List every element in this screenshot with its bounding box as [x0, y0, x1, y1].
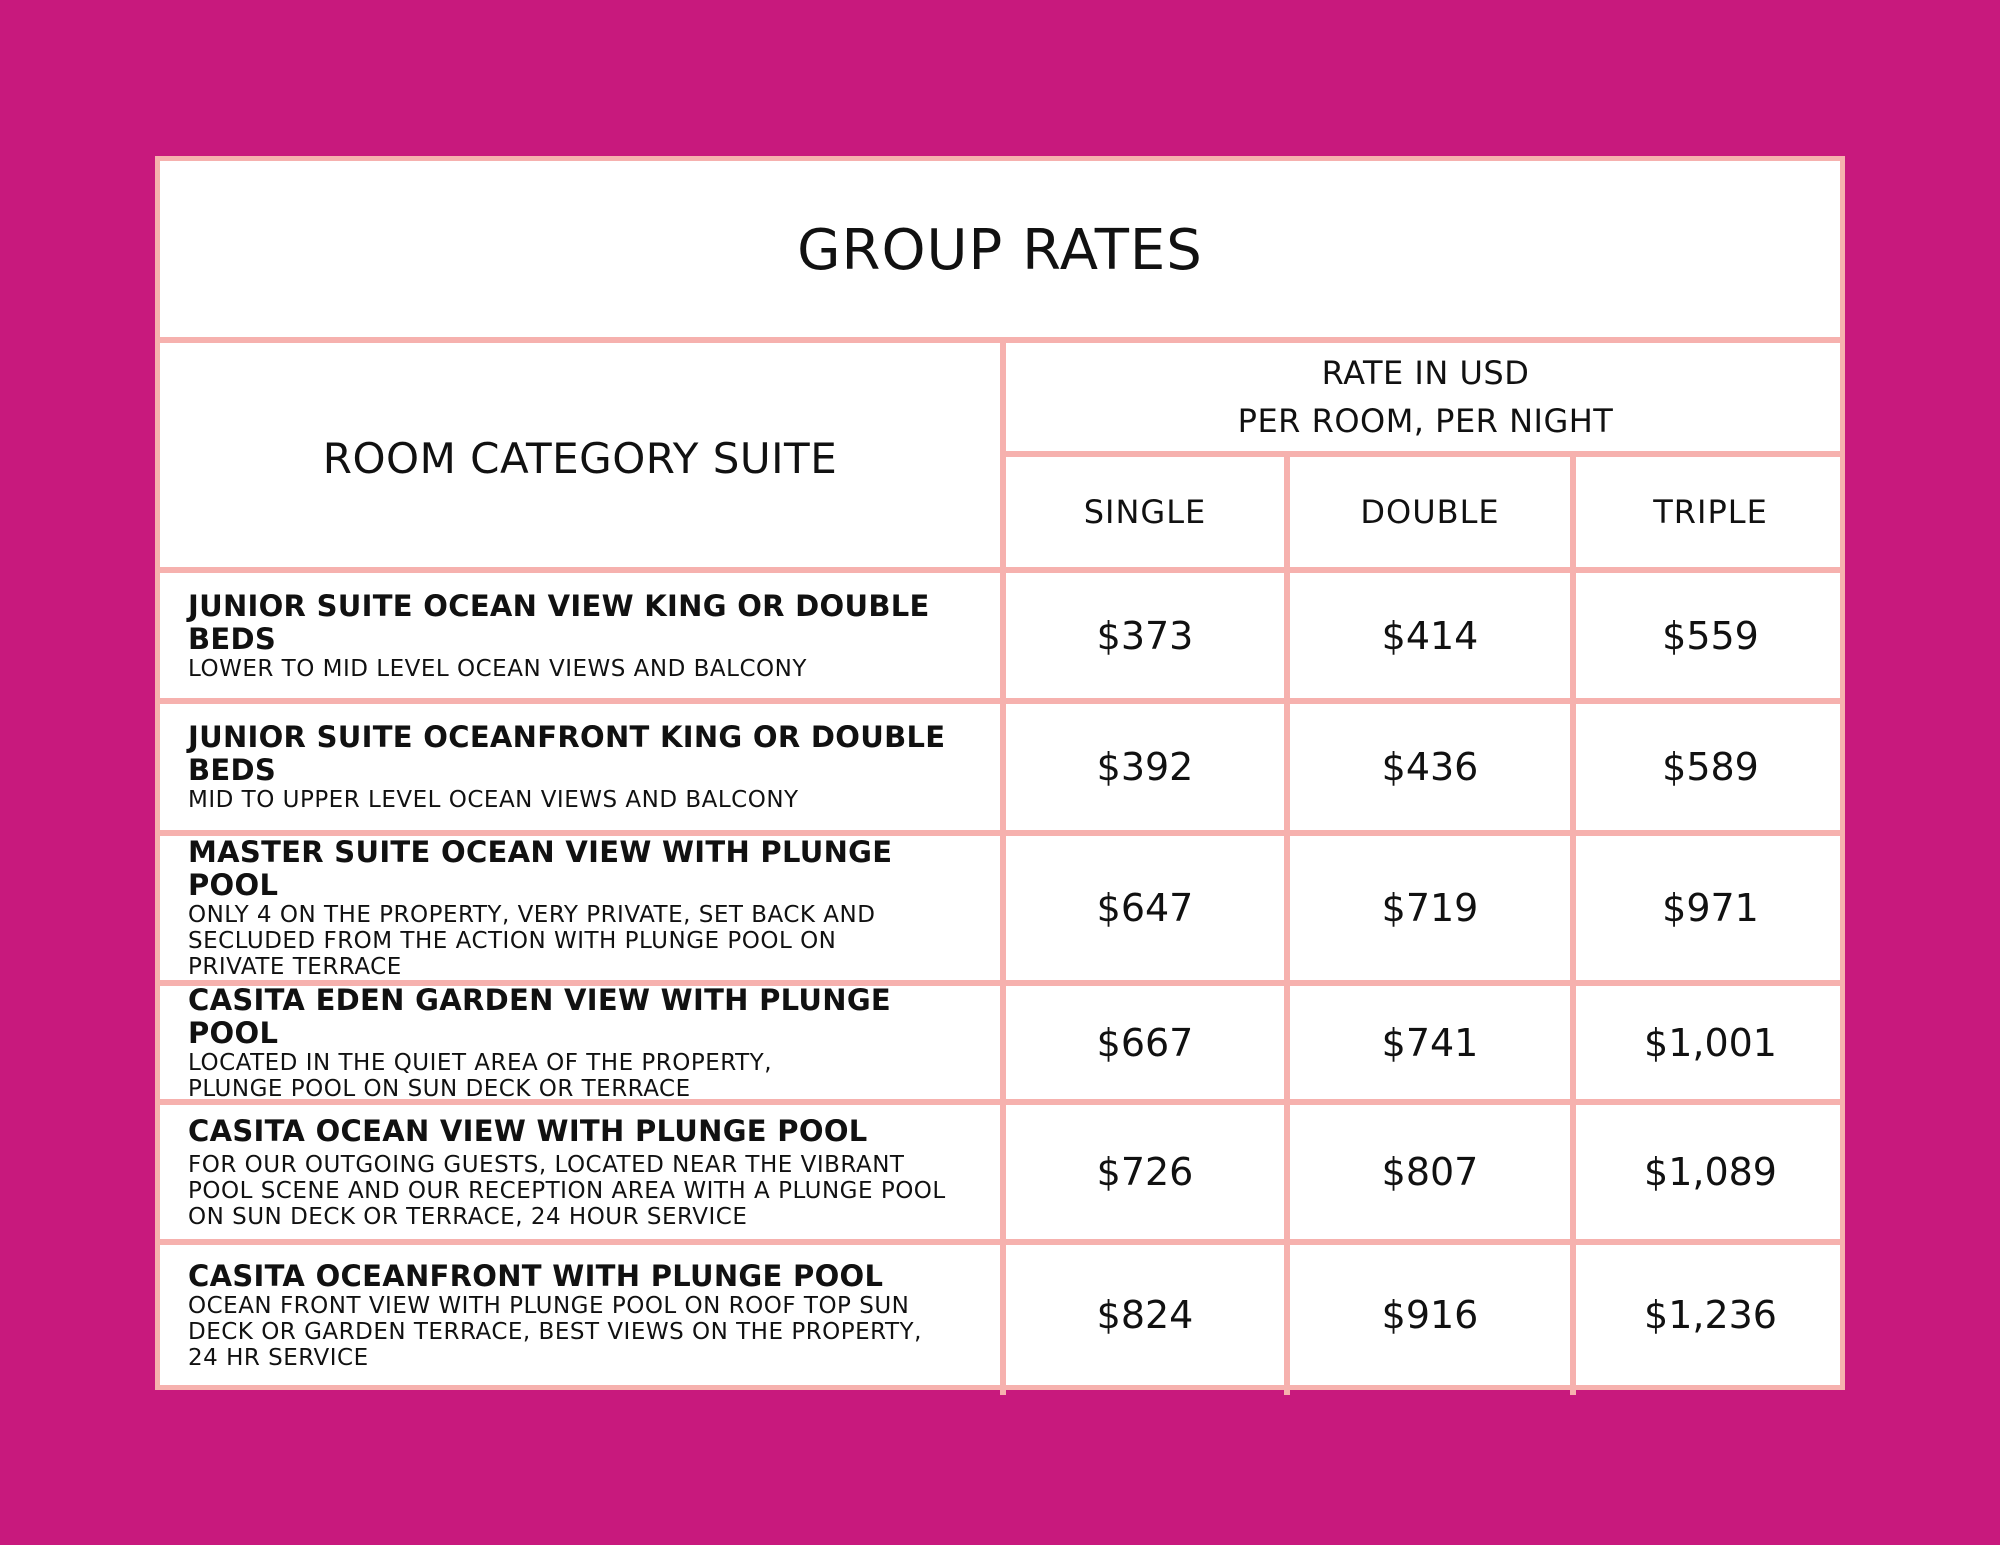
price-triple: $1,089: [1644, 1150, 1777, 1194]
rate-header-line2: PER ROOM, PER NIGHT: [1237, 402, 1614, 440]
price-single: $392: [1096, 745, 1194, 789]
room-name: JUNIOR SUITE OCEANFRONT KING OR DOUBLE BEDS: [188, 720, 946, 787]
price-triple: $559: [1662, 613, 1759, 658]
room-description: ONLY 4 ON THE PROPERTY, VERY PRIVATE, SET BACK AND: [188, 902, 876, 928]
room-name: CASITA OCEANFRONT WITH PLUNGE POOL: [188, 1258, 884, 1293]
room-description: SECLUDED FROM THE ACTION WITH PLUNGE POOL ON: [188, 928, 837, 954]
room-cell: [188, 982, 988, 1102]
price-triple: $1,236: [1644, 1293, 1777, 1337]
price-single: $647: [1096, 886, 1194, 930]
column-header-single: SINGLE: [1083, 493, 1207, 531]
price-double: $807: [1381, 1150, 1479, 1194]
price-triple: $1,001: [1644, 1020, 1777, 1065]
column-header-double: DOUBLE: [1360, 493, 1500, 531]
room-name: CASITA OCEAN VIEW WITH PLUNGE POOL: [188, 1113, 868, 1148]
price-double: $719: [1381, 886, 1479, 930]
price-single: $373: [1096, 613, 1194, 658]
room-description: MID TO UPPER LEVEL OCEAN VIEWS AND BALCONY: [188, 787, 799, 813]
price-single: $726: [1096, 1150, 1194, 1194]
column-header-triple: TRIPLE: [1653, 493, 1768, 531]
room-name: MASTER SUITE OCEAN VIEW WITH PLUNGE POOL: [188, 835, 893, 902]
group-rates-card: [155, 156, 1845, 1390]
room-cell: [188, 1245, 988, 1385]
room-description: POOL SCENE AND OUR RECEPTION AREA WITH A PLUNGE POOL: [188, 1177, 946, 1204]
room-cell: [188, 573, 988, 698]
price-double: $916: [1381, 1293, 1479, 1337]
room-description: DECK OR GARDEN TERRACE, BEST VIEWS ON THE PROPERTY,: [188, 1318, 922, 1345]
room-description: 24 HR SERVICE: [188, 1344, 369, 1371]
room-description: ON SUN DECK OR TERRACE, 24 HOUR SERVICE: [188, 1203, 748, 1230]
room-cell: [188, 836, 988, 980]
price-double: $436: [1381, 745, 1479, 789]
room-category-header: ROOM CATEGORY SUITE: [322, 433, 838, 483]
room-description: FOR OUR OUTGOING GUESTS, LOCATED NEAR THE VIBRANT: [188, 1151, 905, 1178]
room-cell: [188, 1105, 988, 1239]
room-description: PRIVATE TERRACE: [188, 954, 402, 980]
price-double: $741: [1381, 1020, 1479, 1065]
room-name: JUNIOR SUITE OCEAN VIEW KING OR DOUBLE BEDS: [188, 588, 930, 656]
rate-header-line1: RATE IN USD: [1321, 354, 1530, 392]
rate-header: [1006, 343, 1845, 451]
price-single: $667: [1096, 1020, 1194, 1065]
room-description: LOCATED IN THE QUIET AREA OF THE PROPERTY,: [188, 1049, 773, 1076]
room-cell: [188, 704, 988, 830]
price-triple: $589: [1662, 745, 1759, 789]
price-single: $824: [1096, 1293, 1194, 1337]
price-double: $414: [1381, 613, 1479, 658]
page-title: GROUP RATES: [797, 217, 1203, 283]
room-description: LOWER TO MID LEVEL OCEAN VIEWS AND BALCONY: [188, 655, 807, 682]
room-description: PLUNGE POOL ON SUN DECK OR TERRACE: [188, 1075, 691, 1102]
room-name: CASITA EDEN GARDEN VIEW WITH PLUNGE POOL: [188, 982, 892, 1050]
price-triple: $971: [1662, 886, 1759, 930]
room-description: OCEAN FRONT VIEW WITH PLUNGE POOL ON ROOF TOP SUN: [188, 1292, 910, 1319]
